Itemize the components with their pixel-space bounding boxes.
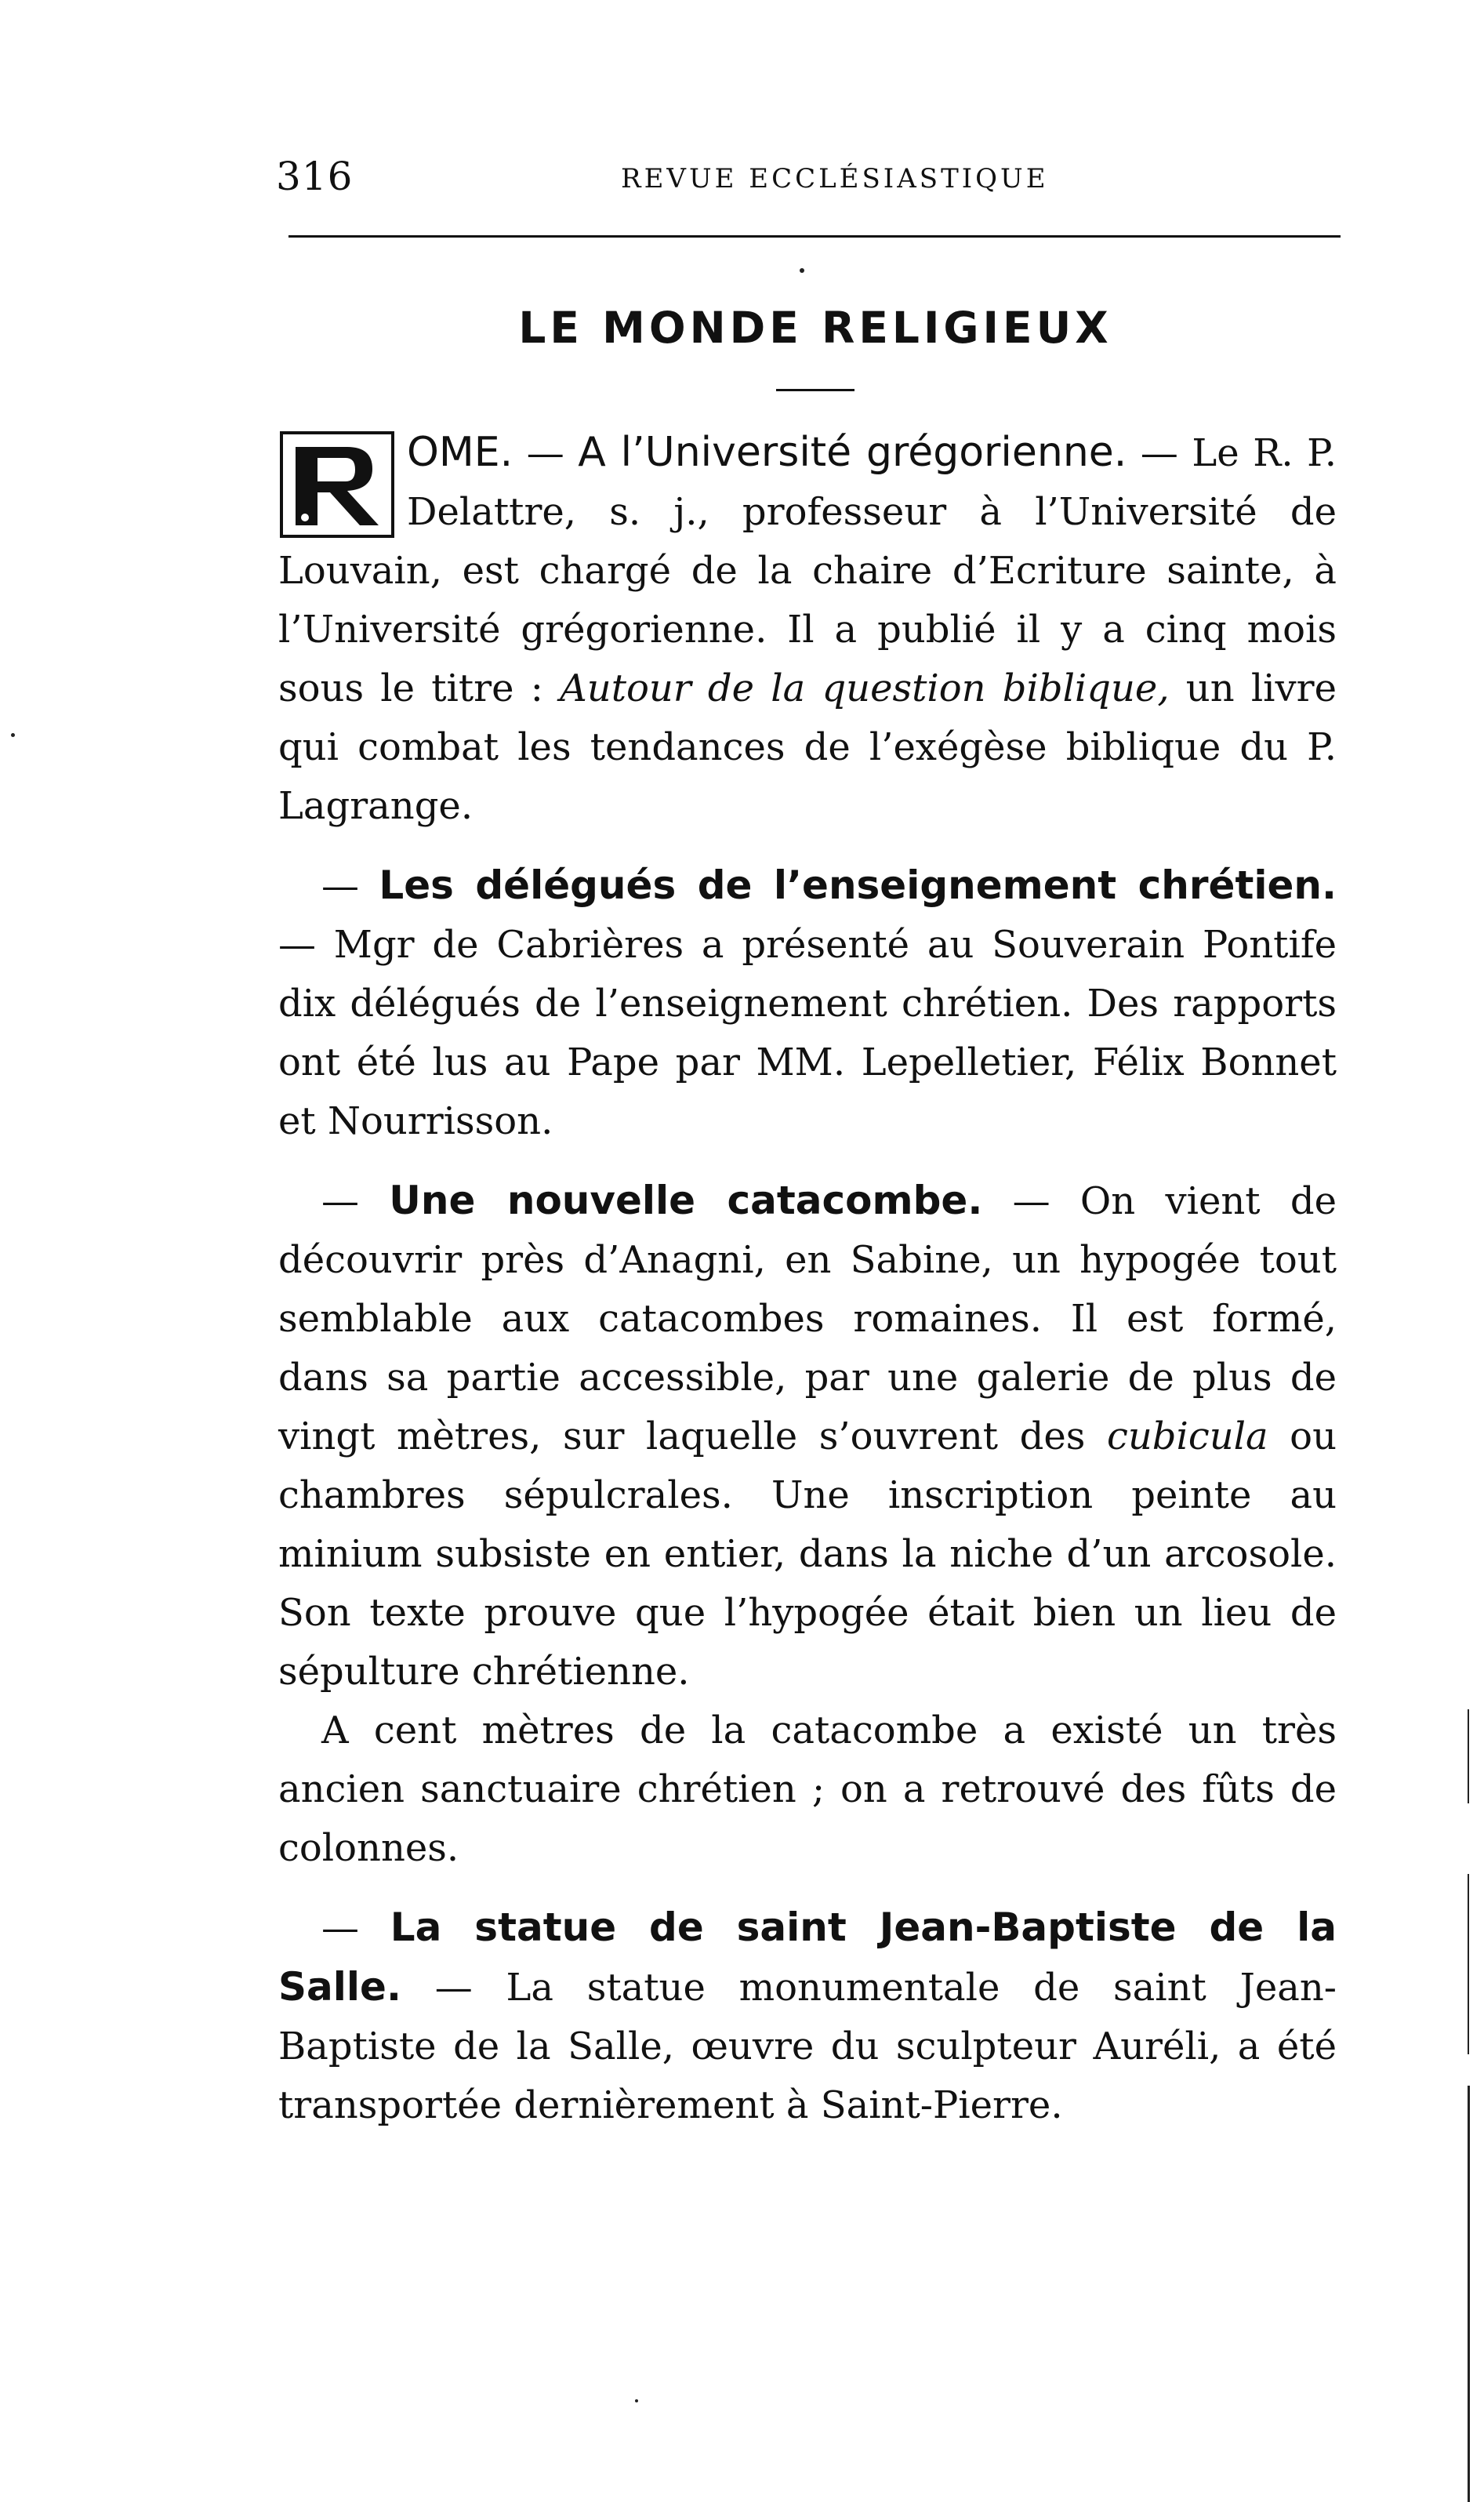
article-head-place: OME. xyxy=(407,429,513,476)
dash: — xyxy=(1012,1179,1050,1223)
dash: — xyxy=(1140,431,1178,475)
book-title: Autour de la question biblique, xyxy=(560,666,1170,710)
ornamental-letter-r-icon xyxy=(278,430,396,539)
article-head: La statue de saint Jean-Baptiste de la Salle. xyxy=(278,1905,1337,2010)
article-body: un livre qui combat les tendances de l’exégèse biblique du P. Lagrange. xyxy=(278,666,1337,828)
article-statue xyxy=(278,1898,1337,2135)
dash: — xyxy=(321,864,359,908)
article-body: Le R. P. Delattre, s. j., professeur à l’Université de Louvain, est chargé de la chaire d’Ecriture sainte, à l’Université grégorienne. Il a publié il y a cinq mois sous le titre : xyxy=(278,431,1337,710)
article-body: La statue monumentale de saint Jean-Baptiste de la Salle, œuvre du sculpteur Auréli, a été transportée dernièrement à Saint-Pierre. xyxy=(278,1966,1337,2127)
latin-term: cubicula xyxy=(1106,1414,1268,1458)
article-head: Les délégués de l’enseignement chrétien. xyxy=(379,862,1337,908)
print-speck xyxy=(11,733,15,737)
article-body: On vient de découvrir près d’Anagni, en Sabine, un hypogée tout semblable aux catacombes romaines. Il est formé, dans sa partie accessible, par une galerie de plus de vingt mètres, sur laquelle s’ouvrent des xyxy=(278,1179,1337,1458)
page-number: 316 xyxy=(276,154,354,199)
running-head xyxy=(276,149,1342,204)
article-head-subject: A l’Université grégorienne. xyxy=(578,429,1127,476)
section-title: LE MONDE RELIGIEUX xyxy=(518,303,1112,353)
ornamental-drop-cap xyxy=(278,430,396,539)
article-body: A cent mètres de la catacombe a existé un très ancien sanctuaire chrétien ; on a retrouvé des fûts de colonnes. xyxy=(278,1709,1337,1870)
article-delegates xyxy=(278,856,1337,1151)
scan-edge-line xyxy=(1468,1874,1469,2054)
article-head: Une nouvelle catacombe. xyxy=(389,1178,983,1223)
article-column xyxy=(278,423,1337,2135)
article-rome xyxy=(278,423,1337,836)
title-rule xyxy=(776,389,854,391)
dash: — xyxy=(526,431,564,475)
print-speck xyxy=(635,2399,638,2402)
article-catacomb-continued xyxy=(278,1701,1337,1878)
header-rule xyxy=(288,235,1341,238)
dash: — xyxy=(321,1179,359,1223)
article-body: Mgr de Cabrières a présenté au Souverain Pontife dix délégués de l’enseignement chrétien. Des rapports ont été lus au Pape par MM. Lepelletier, Félix Bonnet et Nourrisson. xyxy=(278,923,1337,1143)
journal-title: REVUE ECCLÉSIASTIQUE xyxy=(621,163,1049,194)
dash: — xyxy=(434,1966,473,2010)
dash: — xyxy=(278,923,316,967)
dash: — xyxy=(321,1906,359,1950)
print-speck xyxy=(800,268,804,273)
scan-edge-line xyxy=(1468,2086,1470,2502)
article-catacomb xyxy=(278,1171,1337,1701)
scan-edge-line xyxy=(1468,1709,1469,1803)
article-body: ou chambres sépulcrales. Une inscription peinte au minium subsiste en entier, dans la niche d’un arcosole. Son texte prouve que l’hypogée était bien un lieu de sépulture chrétienne. xyxy=(278,1414,1337,1694)
